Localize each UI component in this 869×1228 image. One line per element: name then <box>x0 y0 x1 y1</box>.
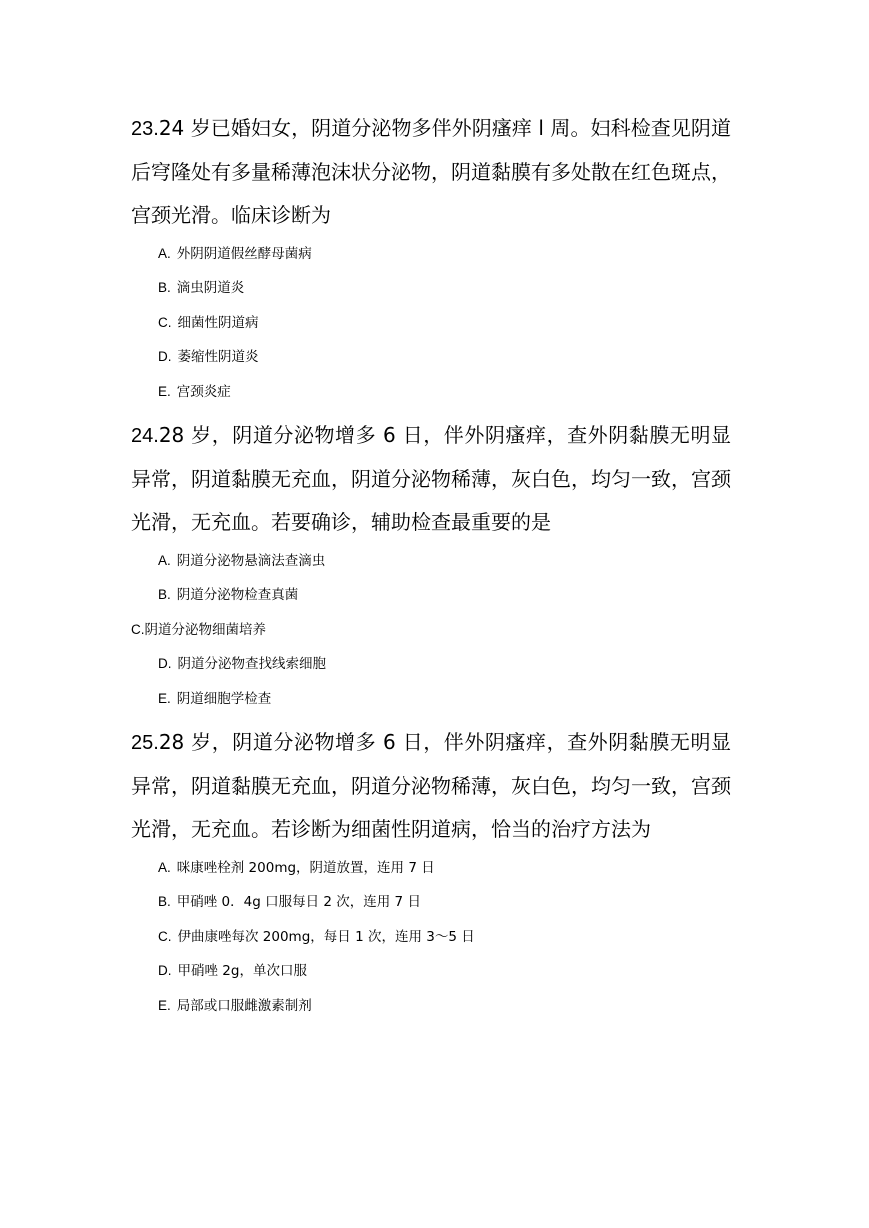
question-stem <box>131 107 731 237</box>
option-d: D. 萎缩性阴道炎 <box>158 349 259 366</box>
option-list <box>158 237 758 409</box>
option-e: E. 宫颈炎症 <box>158 383 231 400</box>
option-c: C.阴道分泌物细菌培养 <box>131 621 266 638</box>
question-number: 24. <box>131 425 159 447</box>
option-list <box>131 544 758 716</box>
question-text: 24 岁已婚妇女，阴道分泌物多伴外阴瘙痒 l 周。妇科检查见阴道后穹隆处有多量稀薄泡沫状分泌物，阴道黏膜有多处散在红色斑点，宫颈光滑。临床诊断为 <box>131 116 731 227</box>
question-text: 28 岁，阴道分泌物增多 6 日，伴外阴瘙痒，查外阴黏膜无明显异常，阴道黏膜无充血，阴道分泌物稀薄，灰白色，均匀一致，宫颈光滑，无充血。若诊断为细菌性阴道病，恰当的治疗方法为 <box>131 730 731 841</box>
option-c: C. 细菌性阴道病 <box>158 314 259 331</box>
question-text: 28 岁，阴道分泌物增多 6 日，伴外阴瘙痒，查外阴黏膜无明显异常，阴道黏膜无充血，阴道分泌物稀薄，灰白色，均匀一致，宫颈光滑，无充血。若要确诊，辅助检查最重要的是 <box>131 423 731 534</box>
option-c: C. 伊曲康唑每次 200mg，每日 1 次，连用 3～5 日 <box>158 928 475 945</box>
option-b: B. 阴道分泌物检查真菌 <box>158 587 299 604</box>
option-a: A. 阴道分泌物悬滴法查滴虫 <box>158 553 326 569</box>
question-23 <box>131 107 731 409</box>
question-stem <box>131 721 731 851</box>
option-d: D. 甲硝唑 2g，单次口服 <box>158 963 307 980</box>
question-24 <box>131 414 731 716</box>
option-d: D. 阴道分泌物查找线索细胞 <box>158 656 326 673</box>
question-number: 23. <box>131 118 159 140</box>
option-list <box>158 851 758 1023</box>
question-number: 25. <box>131 732 159 754</box>
question-25 <box>131 721 731 1023</box>
question-stem <box>131 414 731 544</box>
option-e: E. 阴道细胞学检查 <box>158 690 272 707</box>
option-b: B. 甲硝唑 0．4g 口服每日 2 次，连用 7 日 <box>158 894 421 911</box>
option-a: A. 外阴阴道假丝酵母菌病 <box>158 246 312 262</box>
option-e: E. 局部或口服雌激素制剂 <box>158 997 312 1014</box>
option-a: A. 咪康唑栓剂 200mg，阴道放置，连用 7 日 <box>158 860 435 876</box>
option-b: B. 滴虫阴道炎 <box>158 280 245 297</box>
